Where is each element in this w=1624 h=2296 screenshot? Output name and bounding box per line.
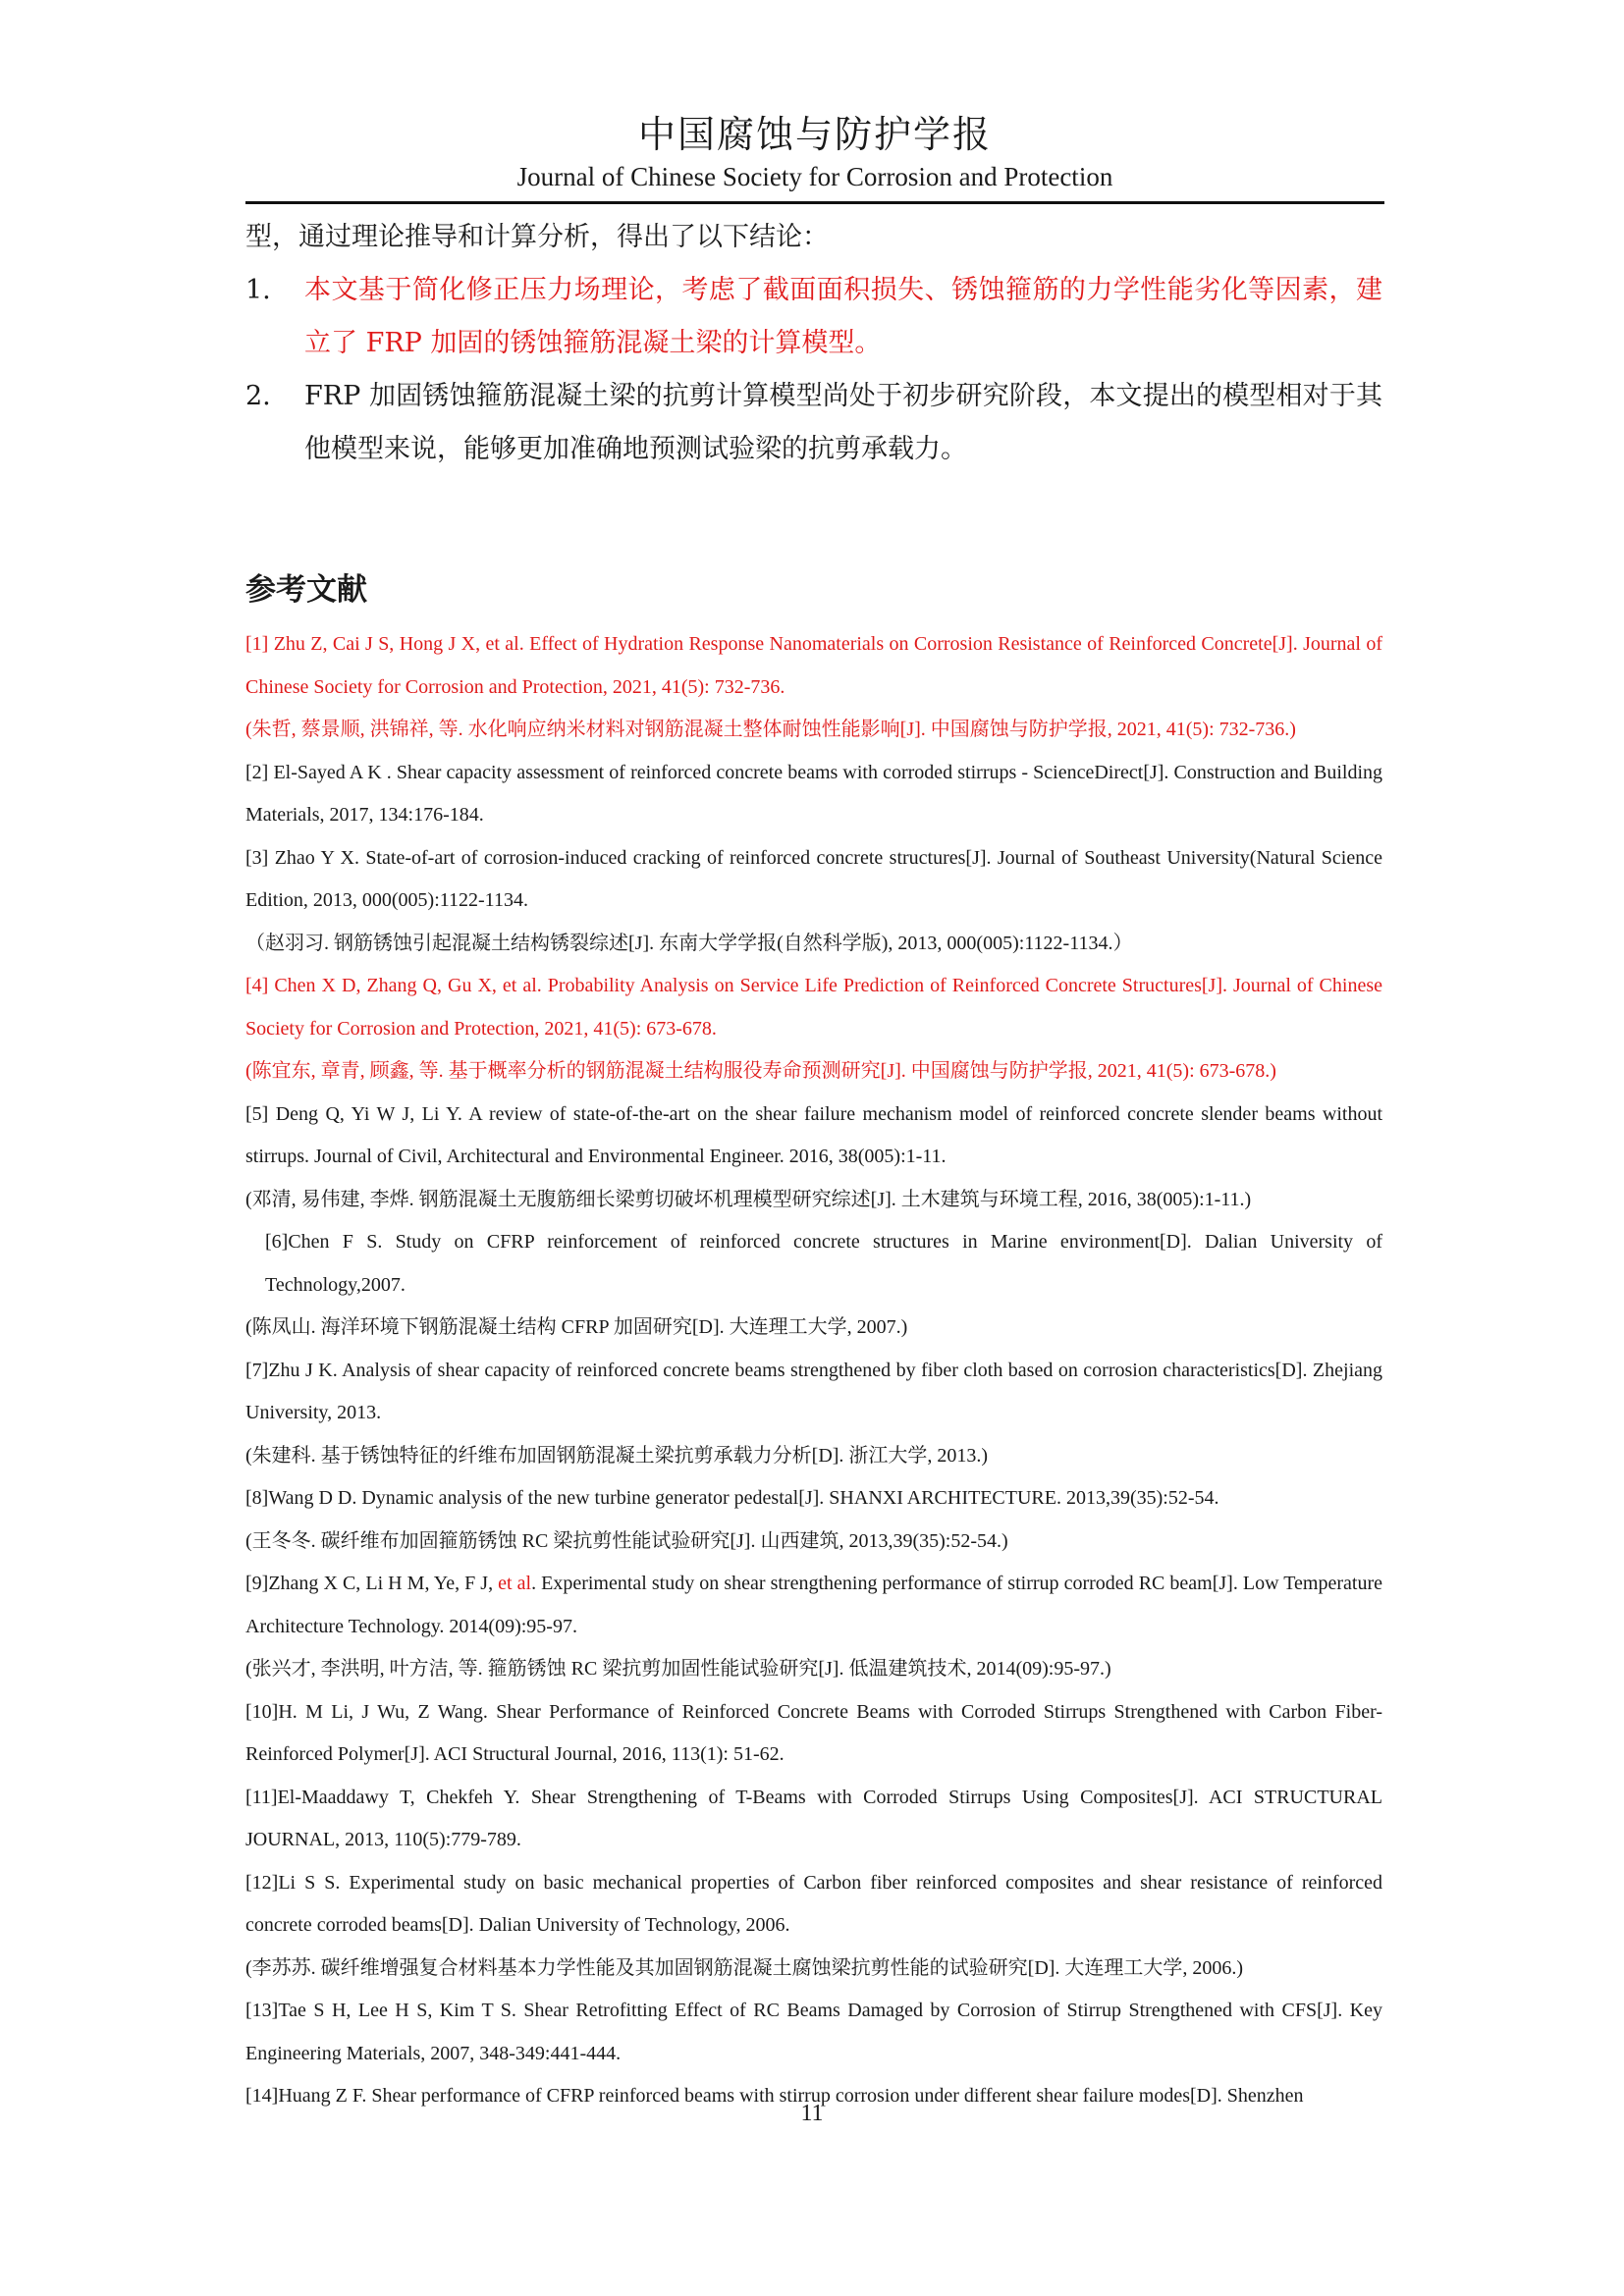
journal-header xyxy=(245,110,1384,194)
reference-item: [1] Zhu Z, Cai J S, Hong J X, et al. Effect of Hydration Response Nanomaterials on Corrosion Resistance of Reinforced Concrete[J]. Journal of Chinese Society for Corrosion and Protection, 2021, 41(5): 732-736. xyxy=(245,633,1382,698)
conclusion-number: 2. xyxy=(245,381,271,411)
conclusion-item xyxy=(245,370,1382,476)
intro-text: 型，通过理论推导和计算分析，得出了以下结论： xyxy=(245,222,829,252)
reference-translation: (朱哲, 蔡景顺, 洪锦祥, 等. 水化响应纳米材料对钢筋混凝土整体耐蚀性能影响[J]. 中国腐蚀与防护学报, 2021, 41(5): 732-736.) xyxy=(245,719,1296,740)
conclusion-text: 本文基于简化修正压力场理论，考虑了截面面积损失、锈蚀箍筋的力学性能劣化等因素，建立了 FRP 加固的锈蚀箍筋混凝土梁的计算模型。 xyxy=(304,275,1382,358)
reference-translation: (邓清, 易伟建, 李烨. 钢筋混凝土无腹筋细长梁剪切破坏机理模型研究综述[J]. 土木建筑与环境工程, 2016, 38(005):1-11.) xyxy=(245,1188,1252,1210)
conclusion-item xyxy=(245,264,1382,370)
reference-item: [3] Zhao Y X. State-of-art of corrosion-induced cracking of reinforced concrete structures[J]. Journal of Southeast University(Natural Science Edition, 2013, 000(005):1122-1134. xyxy=(245,846,1382,911)
references-list xyxy=(245,623,1382,2118)
reference-item: [11]El-Maaddawy T, Chekfeh Y. Shear Strengthening of T-Beams with Corroded Stirrups Using Composites[J]. ACI STRUCTURAL JOURNAL, 2013, 110(5):779-789. xyxy=(245,1786,1382,1850)
page-content xyxy=(245,211,1382,2118)
reference-item: [4] Chen X D, Zhang Q, Gu X, et al. Probability Analysis on Service Life Prediction of Reinforced Concrete Structures[J]. Journal of Chinese Society for Corrosion and Protection, 2021, 41(5): 673-678. xyxy=(245,975,1382,1040)
reference-translation: (陈凤山. 海洋环境下钢筋混凝土结构 CFRP 加固研究[D]. 大连理工大学, 2007.) xyxy=(245,1316,908,1338)
reference-item: [14]Huang Z F. Shear performance of CFRP reinforced beams with stirrup corrosion under different shear failure modes[D]. Shenzhen xyxy=(245,2085,1304,2107)
reference-item: [7]Zhu J K. Analysis of shear capacity of reinforced concrete beams strengthened by fiber cloth based on corrosion characteristics[D]. Zhejiang University, 2013. xyxy=(245,1359,1382,1423)
reference-translation: (王冬冬. 碳纤维布加固箍筋锈蚀 RC 梁抗剪性能试验研究[J]. 山西建筑, 2013,39(35):52-54.) xyxy=(245,1529,1008,1552)
references-title: 参考文献 xyxy=(245,572,367,608)
reference-item: [8]Wang D D. Dynamic analysis of the new turbine generator pedestal[J]. SHANXI ARCHITECTURE. 2013,39(35):52-54. xyxy=(245,1487,1219,1509)
conclusion-text: FRP 加固锈蚀箍筋混凝土梁的抗剪计算模型尚处于初步研究阶段，本文提出的模型相对于其他模型来说，能够更加准确地预测试验梁的抗剪承载力。 xyxy=(304,381,1382,464)
reference-translation: (张兴才, 李洪明, 叶方洁, 等. 箍筋锈蚀 RC 梁抗剪加固性能试验研究[J]. 低温建筑技术, 2014(09):95-97.) xyxy=(245,1658,1111,1680)
highlighted-fragment: et al xyxy=(498,1573,532,1594)
reference-item: [13]Tae S H, Lee H S, Kim T S. Shear Retrofitting Effect of RC Beams Damaged by Corrosion of Stirrup Strengthened with CFS[J]. Key Engineering Materials, 2007, 348-349:441-444. xyxy=(245,2000,1382,2064)
conclusion-number: 1. xyxy=(245,275,271,305)
reference-item: [2] El-Sayed A K . Shear capacity assessment of reinforced concrete beams with corroded stirrups - ScienceDirect[J]. Construction and Building Materials, 2017, 134:176-184. xyxy=(245,761,1382,826)
reference-item: [5] Deng Q, Yi W J, Li Y. A review of state-of-the-art on the shear failure mechanism model of reinforced concrete slender beams without stirrups. Journal of Civil, Architectural and Environmental Engineer. 2016, 38(005):1-11. xyxy=(245,1102,1382,1167)
journal-title-cn: 中国腐蚀与防护学报 xyxy=(637,113,992,156)
journal-title-en: Journal of Chinese Society for Corrosion and Protection xyxy=(516,162,1113,191)
reference-item: [12]Li S S. Experimental study on basic mechanical properties of Carbon fiber reinforced composites and shear resistance of reinforced concrete corroded beams[D]. Dalian University of Technology, 2006. xyxy=(245,1871,1382,1936)
reference-item: [6]Chen F S. Study on CFRP reinforcement of reinforced concrete structures in Marine environment[D]. Dalian University of Technology,2007. xyxy=(265,1231,1382,1296)
reference-translation: (朱建科. 基于锈蚀特征的纤维布加固钢筋混凝土梁抗剪承载力分析[D]. 浙江大学, 2013.) xyxy=(245,1444,989,1467)
reference-item: [10]H. M Li, J Wu, Z Wang. Shear Performance of Reinforced Concrete Beams with Corroded Stirrups Strengthened with Carbon Fiber-Reinforced Polymer[J]. ACI Structural Journal, 2016, 113(1): 51-62. xyxy=(245,1700,1382,1765)
reference-translation: (李苏苏. 碳纤维增强复合材料基本力学性能及其加固钢筋混凝土腐蚀梁抗剪性能的试验研究[D]. 大连理工大学, 2006.) xyxy=(245,1956,1244,1979)
reference-translation: （赵羽习. 钢筋锈蚀引起混凝土结构锈裂综述[J]. 东南大学学报(自然科学版), 2013, 000(005):1122-1134.） xyxy=(245,932,1133,954)
page-number: 11 xyxy=(800,2101,824,2126)
header-rule xyxy=(245,201,1384,204)
reference-translation: (陈宜东, 章青, 顾鑫, 等. 基于概率分析的钢筋混凝土结构服役寿命预测研究[J]. 中国腐蚀与防护学报, 2021, 41(5): 673-678.) xyxy=(245,1060,1276,1082)
reference-item: [9]Zhang X C, Li H M, Ye, F J, et al. Experimental study on shear strengthening performance of stirrup corroded RC beam[J]. Low Temperature Architecture Technology. 2014(09):95-97. xyxy=(245,1573,1382,1637)
